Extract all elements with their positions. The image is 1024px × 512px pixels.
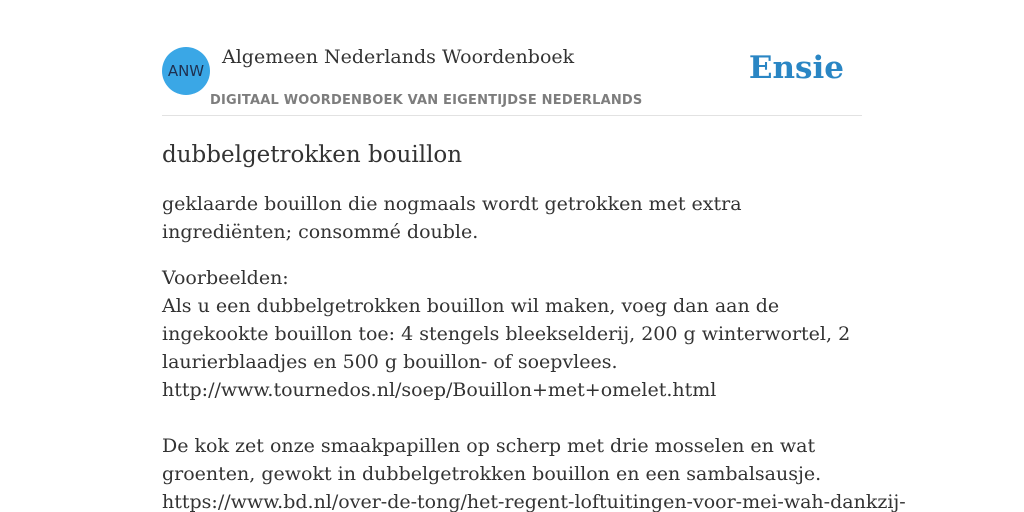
- logo-text: ANW: [167, 62, 205, 80]
- entry-content: [162, 139, 906, 512]
- example-source-url[interactable]: https://www.bd.nl/over-de-tong/het-regent-loftuitingen-voor-mei-wah-dankzij-: [162, 491, 906, 512]
- example-separator: [162, 404, 862, 432]
- anw-logo[interactable]: [162, 47, 210, 95]
- examples-label: Voorbeelden:: [162, 267, 289, 289]
- example-item: [162, 432, 906, 512]
- example-text: De kok zet onze smaakpapillen op scherp met drie mosselen en wat groenten, gewokt in dubbelgetrokken bouillon en een sambalsausje.: [162, 435, 822, 485]
- example-source-url[interactable]: http://www.tournedos.nl/soep/Bouillon+met+omelet.html: [162, 379, 717, 401]
- example-item: [162, 292, 862, 404]
- example-source-link[interactable]: [162, 488, 906, 512]
- example-source-link[interactable]: [162, 376, 862, 404]
- site-header: [162, 46, 862, 116]
- site-title[interactable]: Algemeen Nederlands Woordenboek: [222, 46, 575, 68]
- site-subtitle: DIGITAAL WOORDENBOEK VAN EIGENTIJDSE NEDERLANDS: [210, 93, 643, 108]
- entry-term: dubbelgetrokken bouillon: [162, 142, 463, 168]
- examples-section: [162, 264, 906, 512]
- entry-definition: geklaarde bouillon die nogmaals wordt getrokken met extra ingrediënten; consommé double.: [162, 193, 742, 243]
- ensie-brand-logo[interactable]: Ensie: [748, 50, 844, 86]
- example-text: Als u een dubbelgetrokken bouillon wil maken, voeg dan aan de ingekookte bouillon toe: 4 stengels bleekselderij, 200 g winterwortel, 2 laurierblaadjes en 500 g bouillon- of soepvlees.: [162, 295, 851, 373]
